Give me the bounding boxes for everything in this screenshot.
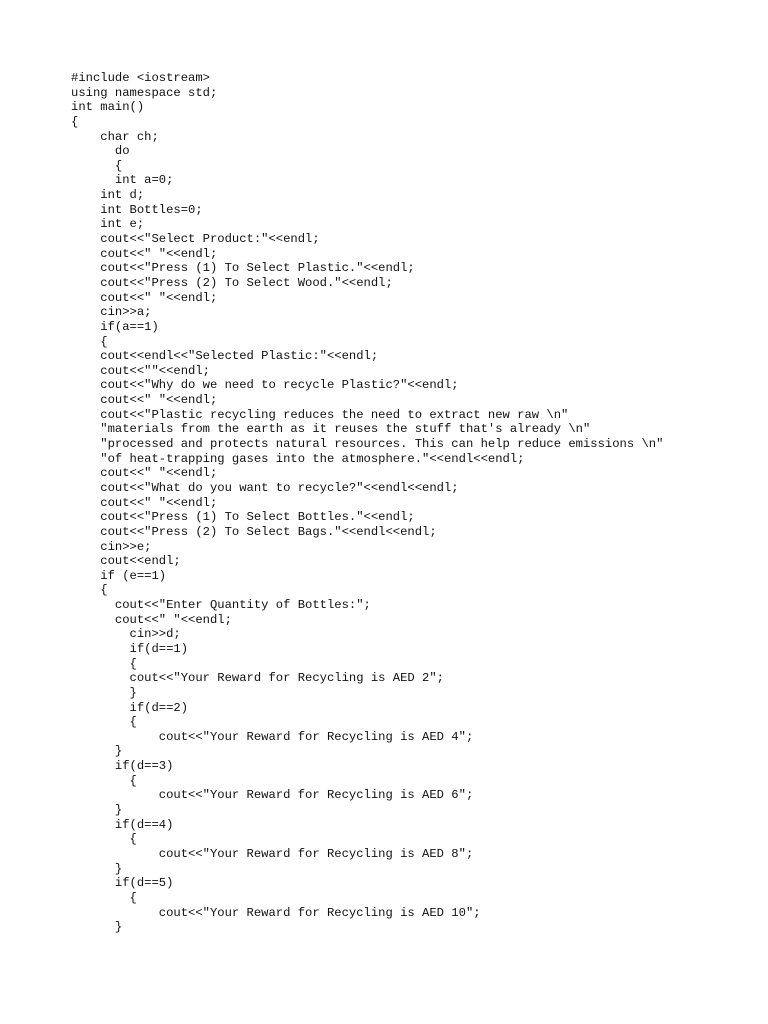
code-line: cout<<"Press (1) To Select Bottles."<<endl; bbox=[71, 510, 415, 525]
code-line: { bbox=[71, 158, 123, 173]
code-line: } bbox=[71, 920, 123, 935]
code-line: cout<<endl<<"Selected Plastic:"<<endl; bbox=[71, 349, 379, 364]
code-line: "processed and protects natural resources. This can help reduce emissions \n" bbox=[71, 437, 664, 452]
code-line: { bbox=[71, 334, 108, 349]
code-line: int d; bbox=[71, 188, 145, 203]
code-line: int main() bbox=[71, 100, 145, 115]
code-line: cout<<""<<endl; bbox=[71, 363, 210, 378]
code-line: cin>>d; bbox=[71, 627, 181, 642]
code-line: do bbox=[71, 144, 130, 159]
code-line: if(d==4) bbox=[71, 817, 174, 832]
code-line: using namespace std; bbox=[71, 85, 218, 100]
code-line: cout<<" "<<endl; bbox=[71, 495, 218, 510]
code-line: } bbox=[71, 685, 137, 700]
code-line: "materials from the earth as it reuses the stuff that's already \n" bbox=[71, 422, 591, 437]
code-line: cin>>a; bbox=[71, 305, 152, 320]
code-line: cout<<"Press (1) To Select Plastic."<<endl; bbox=[71, 261, 415, 276]
code-line: if(d==2) bbox=[71, 700, 189, 715]
code-line: cout<<"Your Reward for Recycling is AED 8"; bbox=[71, 846, 474, 861]
code-line: cout<<"Your Reward for Recycling is AED 6"; bbox=[71, 788, 474, 803]
code-line: cout<<" "<<endl; bbox=[71, 466, 218, 481]
code-line: { bbox=[71, 583, 108, 598]
code-line: cout<<"Why do we need to recycle Plastic?"<<endl; bbox=[71, 378, 459, 393]
code-line: cout<<" "<<endl; bbox=[71, 612, 232, 627]
code-line: { bbox=[71, 114, 79, 129]
code-line: if(a==1) bbox=[71, 319, 159, 334]
code-line: int a=0; bbox=[71, 173, 174, 188]
code-line: if(d==3) bbox=[71, 759, 174, 774]
code-line: { bbox=[71, 715, 137, 730]
code-line: char ch; bbox=[71, 129, 159, 144]
code-line: cout<<" "<<endl; bbox=[71, 290, 218, 305]
code-line: cout<<" "<<endl; bbox=[71, 393, 218, 408]
code-line: #include <iostream> bbox=[71, 71, 210, 85]
code-line: cout<<"Select Product:"<<endl; bbox=[71, 232, 320, 247]
code-line: } bbox=[71, 744, 123, 759]
code-line: if(d==5) bbox=[71, 876, 174, 891]
code-line: { bbox=[71, 832, 137, 847]
code-line: } bbox=[71, 861, 123, 876]
code-line: if (e==1) bbox=[71, 568, 167, 583]
code-line: int e; bbox=[71, 217, 145, 232]
code-line: "of heat-trapping gases into the atmosphere."<<endl<<endl; bbox=[71, 451, 525, 466]
code-line: cout<<"Your Reward for Recycling is AED 2"; bbox=[71, 671, 444, 686]
code-line: cout<<"Enter Quantity of Bottles:"; bbox=[71, 598, 371, 613]
code-line: cout<<"Press (2) To Select Wood."<<endl; bbox=[71, 275, 393, 290]
code-line: if(d==1) bbox=[71, 641, 189, 656]
code-line: { bbox=[71, 773, 137, 788]
code-line: cout<<endl; bbox=[71, 554, 181, 569]
code-line: int Bottles=0; bbox=[71, 202, 203, 217]
code-line: { bbox=[71, 656, 137, 671]
code-line: } bbox=[71, 803, 123, 818]
code-line: cout<<" "<<endl; bbox=[71, 246, 218, 261]
code-line: cout<<"Your Reward for Recycling is AED 10"; bbox=[71, 905, 481, 920]
code-listing bbox=[71, 71, 663, 935]
code-line: cin>>e; bbox=[71, 539, 152, 554]
code-line: cout<<"Your Reward for Recycling is AED 4"; bbox=[71, 729, 474, 744]
code-line: cout<<"What do you want to recycle?"<<endl<<endl; bbox=[71, 480, 459, 495]
code-line: cout<<"Plastic recycling reduces the need to extract new raw \n" bbox=[71, 407, 569, 422]
code-line: cout<<"Press (2) To Select Bags."<<endl<<endl; bbox=[71, 524, 437, 539]
code-line: { bbox=[71, 890, 137, 905]
